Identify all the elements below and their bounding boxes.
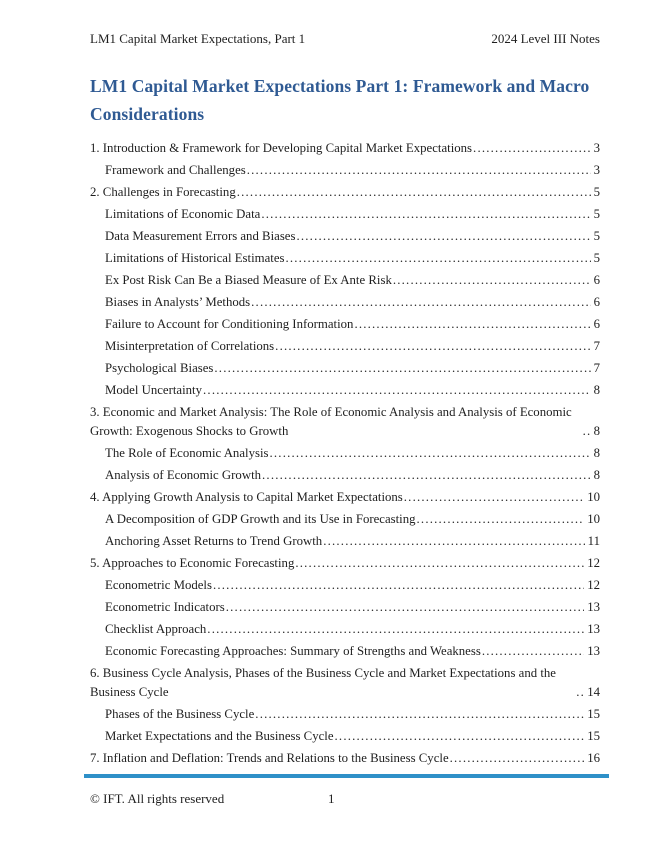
toc-leader-dots xyxy=(295,554,584,573)
toc-entry-text: Econometric Indicators xyxy=(105,600,225,614)
toc-entry xyxy=(90,532,600,551)
toc-entry xyxy=(90,554,600,573)
toc-entry-text: Failure to Account for Conditioning Information xyxy=(105,317,354,331)
toc-entry xyxy=(90,139,600,158)
toc-entry-text: Econometric Models xyxy=(105,578,212,592)
toc-entry-text: Analysis of Economic Growth xyxy=(105,468,262,482)
header-running-title: LM1 Capital Market Expectations, Part 1 xyxy=(90,31,306,46)
toc-leader-dots xyxy=(261,205,590,224)
toc-page-number: 6 xyxy=(593,295,600,309)
toc-page-number: 11 xyxy=(587,534,600,548)
footer-rule xyxy=(84,774,609,778)
toc-leader-dots xyxy=(335,727,585,746)
toc-page-number: 12 xyxy=(587,578,600,592)
toc-page-number: 12 xyxy=(587,556,600,570)
toc-entry xyxy=(90,337,600,356)
toc-entry-text: Economic Forecasting Approaches: Summary of Strengths and Weakness xyxy=(105,644,481,658)
toc-leader-dots xyxy=(482,642,584,661)
toc-leader-dots xyxy=(450,749,585,768)
toc-leader-dots xyxy=(354,315,590,334)
toc-leader-dots xyxy=(393,271,591,290)
toc-entry xyxy=(90,466,600,485)
toc-entry xyxy=(90,359,600,378)
toc-leader-dots xyxy=(296,227,590,246)
toc-leader-dots xyxy=(262,466,591,485)
footer-copyright: © IFT. All rights reserved xyxy=(90,791,225,806)
toc-page-number: 6 xyxy=(593,273,600,287)
toc-entry-text: 1. Introduction & Framework for Developing Capital Market Expectations xyxy=(90,141,473,155)
toc-entry-text: Market Expectations and the Business Cycle xyxy=(105,729,334,743)
toc-entry xyxy=(90,444,600,463)
toc-entry xyxy=(90,576,600,595)
toc-entry-text: Anchoring Asset Returns to Trend Growth xyxy=(105,534,323,548)
toc-leader-dots xyxy=(247,161,591,180)
toc-page-number: 16 xyxy=(587,751,600,765)
toc-entry-text: 6. Business Cycle Analysis, Phases of the Business Cycle and Market Expectations and the Business Cycle xyxy=(90,666,556,699)
toc-page-number: 5 xyxy=(593,251,600,265)
toc-entry xyxy=(90,271,600,290)
toc-page-number: 6 xyxy=(593,317,600,331)
toc-entry xyxy=(90,227,600,246)
toc-page-number: 5 xyxy=(593,207,600,221)
toc-leader-dots xyxy=(285,249,590,268)
page-header xyxy=(90,31,600,47)
document-title: LM1 Capital Market Expectations Part 1: Framework and Macro Considerations xyxy=(90,76,590,124)
toc-page-number: 3 xyxy=(593,163,600,177)
toc-page-number: 15 xyxy=(587,729,600,743)
toc-leader-dots xyxy=(404,488,584,507)
toc-leader-dots xyxy=(237,183,591,202)
toc-entry-text: 7. Inflation and Deflation: Trends and Relations to the Business Cycle xyxy=(90,751,449,765)
toc-page-number: 8 xyxy=(593,446,600,460)
toc-leader-dots xyxy=(323,532,584,551)
toc-entry xyxy=(90,598,600,617)
toc-entry-text: Phases of the Business Cycle xyxy=(105,707,255,721)
toc-page-number: 13 xyxy=(587,644,600,658)
toc-page-number: 10 xyxy=(587,512,600,526)
toc-entry-text: A Decomposition of GDP Growth and its Use in Forecasting xyxy=(105,512,416,526)
toc-entry xyxy=(90,205,600,224)
toc-page-number: 8 xyxy=(593,424,600,438)
toc-page-number: 3 xyxy=(593,141,600,155)
toc-leader-dots xyxy=(275,337,590,356)
toc-entry xyxy=(90,161,600,180)
toc-leader-dots xyxy=(214,359,590,378)
toc-entry-text: Data Measurement Errors and Biases xyxy=(105,229,296,243)
toc-entry-text: 3. Economic and Market Analysis: The Role of Economic Analysis and Analysis of Economic Growth: Exogenous Shocks to Growth xyxy=(90,405,572,438)
toc-entry xyxy=(90,510,600,529)
toc-leader-dots xyxy=(576,683,584,702)
toc-entry xyxy=(90,403,600,441)
toc-entry-text: Misinterpretation of Correlations xyxy=(105,339,275,353)
toc-page-number: 10 xyxy=(587,490,600,504)
toc-leader-dots xyxy=(270,444,591,463)
toc-leader-dots xyxy=(251,293,590,312)
toc-entry-text: Psychological Biases xyxy=(105,361,214,375)
toc-entry-text: 5. Approaches to Economic Forecasting xyxy=(90,556,295,570)
toc-entry xyxy=(90,183,600,202)
toc-leader-dots xyxy=(203,381,591,400)
toc-entry-text: 2. Challenges in Forecasting xyxy=(90,185,236,199)
toc-leader-dots xyxy=(226,598,584,617)
footer-page-number: 1 xyxy=(328,791,335,806)
toc-page-number: 5 xyxy=(593,229,600,243)
toc-entry-text: The Role of Economic Analysis xyxy=(105,446,269,460)
toc-entry xyxy=(90,381,600,400)
toc-entry xyxy=(90,488,600,507)
toc-entry xyxy=(90,749,600,768)
toc-page-number: 8 xyxy=(593,383,600,397)
toc-entry xyxy=(90,620,600,639)
toc-entry-text: Model Uncertainty xyxy=(105,383,203,397)
toc-leader-dots xyxy=(417,510,585,529)
toc-leader-dots xyxy=(255,705,584,724)
toc-entry-text: 4. Applying Growth Analysis to Capital Market Expectations xyxy=(90,490,403,504)
toc-leader-dots xyxy=(473,139,591,158)
toc-entry-text: Checklist Approach xyxy=(105,622,207,636)
toc-entry-text: Framework and Challenges xyxy=(105,163,246,177)
toc-entry xyxy=(90,293,600,312)
toc-leader-dots xyxy=(213,576,584,595)
toc-page-number: 5 xyxy=(593,185,600,199)
toc-entry xyxy=(90,664,600,702)
page-footer xyxy=(90,791,600,807)
toc-entry-text: Limitations of Historical Estimates xyxy=(105,251,285,265)
toc-page-number: 7 xyxy=(593,361,600,375)
toc-entry-text: Ex Post Risk Can Be a Biased Measure of Ex Ante Risk xyxy=(105,273,392,287)
toc-page-number: 8 xyxy=(593,468,600,482)
toc-page-number: 13 xyxy=(587,622,600,636)
toc-page-number: 7 xyxy=(593,339,600,353)
table-of-contents xyxy=(90,139,600,771)
toc-entry xyxy=(90,249,600,268)
toc-page-number: 15 xyxy=(587,707,600,721)
toc-entry xyxy=(90,315,600,334)
toc-entry-text: Biases in Analysts’ Methods xyxy=(105,295,251,309)
toc-page-number: 13 xyxy=(587,600,600,614)
header-edition-label: 2024 Level III Notes xyxy=(491,31,600,46)
toc-leader-dots xyxy=(207,620,584,639)
toc-entry xyxy=(90,705,600,724)
toc-entry-text: Limitations of Economic Data xyxy=(105,207,261,221)
toc-page-number: 14 xyxy=(587,685,600,699)
toc-leader-dots xyxy=(583,422,591,441)
toc-entry xyxy=(90,727,600,746)
toc-entry xyxy=(90,642,600,661)
